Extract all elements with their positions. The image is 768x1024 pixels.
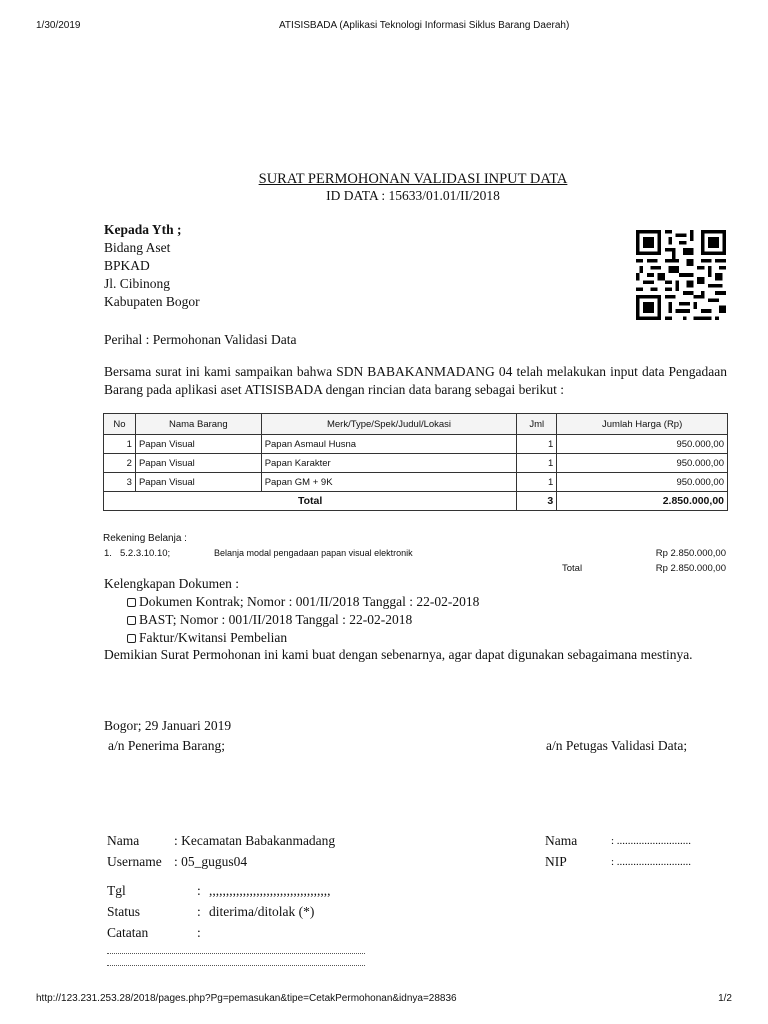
kelengkapan-label: Kelengkapan Dokumen : — [104, 576, 239, 591]
print-date: 1/30/2019 — [36, 20, 81, 31]
checkbox-icon — [127, 616, 136, 625]
cell-no: 1 — [104, 435, 136, 454]
total-jml: 3 — [517, 492, 557, 511]
table-row — [104, 473, 728, 492]
column-header: No — [104, 414, 136, 435]
cell-jml: 1 — [517, 454, 557, 473]
cell-harga: 950.000,00 — [557, 473, 728, 492]
recipient-line: BPKAD — [104, 258, 150, 273]
cell-jml: 1 — [517, 435, 557, 454]
status-colon: : — [197, 904, 201, 919]
checkbox-icon — [127, 598, 136, 607]
letter-intro: Bersama surat ini kami sampaikan bahwa SDN BABAKANMADANG 04 telah melakukan input data Pengadaan Barang pada aplikasi aset ATISISBADA dengan rincian data barang sebagai berikut : — [104, 364, 727, 397]
cell-merk: Papan GM + 9K — [261, 473, 517, 492]
total-label: Total — [104, 492, 517, 511]
letter-subject: Perihal : Permohonan Validasi Data — [104, 332, 297, 347]
column-header: Jumlah Harga (Rp) — [557, 414, 728, 435]
username-value: : 05_gugus04 — [174, 854, 248, 869]
cell-nama-barang: Papan Visual — [135, 473, 261, 492]
cell-no: 2 — [104, 454, 136, 473]
kelengkapan-item: Faktur/Kwitansi Pembelian — [127, 629, 287, 647]
status-label: Status — [107, 904, 141, 919]
checkbox-icon — [127, 634, 136, 643]
catatan-dotted-line — [107, 953, 365, 954]
kelengkapan-item: Dokumen Kontrak; Nomor : 001/II/2018 Tanggal : 22-02-2018 — [127, 593, 479, 611]
nip-label: NIP — [545, 854, 567, 869]
table-row — [104, 435, 728, 454]
rekening-item-desc: Belanja modal pengadaan papan visual elektronik — [214, 548, 413, 558]
cell-merk: Papan Asmaul Husna — [261, 435, 517, 454]
cell-nama-barang: Papan Visual — [135, 435, 261, 454]
closing-paragraph: Demikian Surat Permohonan ini kami buat dengan sebenarnya, agar dapat digunakan sebagaimana mestinya. — [104, 647, 693, 662]
nip-value: : ........................... — [611, 856, 692, 868]
column-header: Merk/Type/Spek/Judul/Lokasi — [261, 414, 517, 435]
rekening-total-amount: Rp 2.850.000,00 — [655, 563, 726, 574]
catatan-label: Catatan — [107, 925, 149, 940]
cell-nama-barang: Papan Visual — [135, 454, 261, 473]
nama-value: : Kecamatan Babakanmadang — [174, 833, 336, 848]
tgl-value: ,,,,,,,,,,,,,,,,,,,,,,,,,,,,,,,,,,,, — [209, 883, 331, 898]
cell-harga: 950.000,00 — [557, 435, 728, 454]
cell-no: 3 — [104, 473, 136, 492]
total-harga: 2.850.000,00 — [557, 492, 728, 511]
column-header: Nama Barang — [135, 414, 261, 435]
recipient-line: Jl. Cibinong — [104, 276, 171, 291]
tgl-colon: : — [197, 883, 201, 898]
table-row — [104, 454, 728, 473]
rekening-label: Rekening Belanja : — [103, 533, 187, 544]
username-label: Username — [107, 854, 162, 869]
cell-jml: 1 — [517, 473, 557, 492]
column-header: Jml — [517, 414, 557, 435]
rekening-total-label: Total — [562, 563, 583, 574]
right-nama-value: : ........................... — [611, 835, 692, 847]
table-total-row — [104, 492, 728, 511]
catatan-dotted-line — [107, 965, 365, 966]
letter-id-data: ID DATA : 15633/01.01/II/2018 — [326, 188, 500, 203]
print-url: http://123.231.253.28/2018/pages.php?Pg=pemasukan&tipe=CetakPermohonan&idnya=28836 — [36, 993, 457, 1004]
recipient-line: Kabupaten Bogor — [104, 294, 200, 309]
right-nama-label: Nama — [545, 833, 578, 848]
qr-code-icon — [636, 230, 726, 320]
status-value: diterima/ditolak (*) — [209, 904, 315, 919]
letter-title: SURAT PERMOHONAN VALIDASI INPUT DATA — [258, 171, 568, 187]
catatan-colon: : — [197, 925, 201, 940]
cell-harga: 950.000,00 — [557, 454, 728, 473]
nama-label: Nama — [107, 833, 140, 848]
rekening-item-no: 1. — [104, 548, 112, 559]
recipient-line: Bidang Aset — [104, 240, 171, 255]
right-signer-role: a/n Petugas Validasi Data; — [546, 738, 688, 753]
place-date: Bogor; 29 Januari 2019 — [104, 718, 232, 733]
print-page-number: 1/2 — [718, 993, 732, 1004]
kelengkapan-item: BAST; Nomor : 001/II/2018 Tanggal : 22-02-2018 — [127, 611, 412, 629]
left-signer-role: a/n Penerima Barang; — [108, 738, 225, 753]
table-header-row — [104, 414, 728, 435]
cell-merk: Papan Karakter — [261, 454, 517, 473]
print-page-title: ATISISBADA (Aplikasi Teknologi Informasi Siklus Barang Daerah) — [279, 20, 570, 31]
rekening-item-code: 5.2.3.10.10; — [120, 548, 171, 559]
tgl-label: Tgl — [107, 883, 126, 898]
rekening-item-amount: Rp 2.850.000,00 — [655, 548, 726, 559]
recipient-salutation: Kepada Yth ; — [104, 222, 182, 237]
items-table — [103, 413, 728, 511]
